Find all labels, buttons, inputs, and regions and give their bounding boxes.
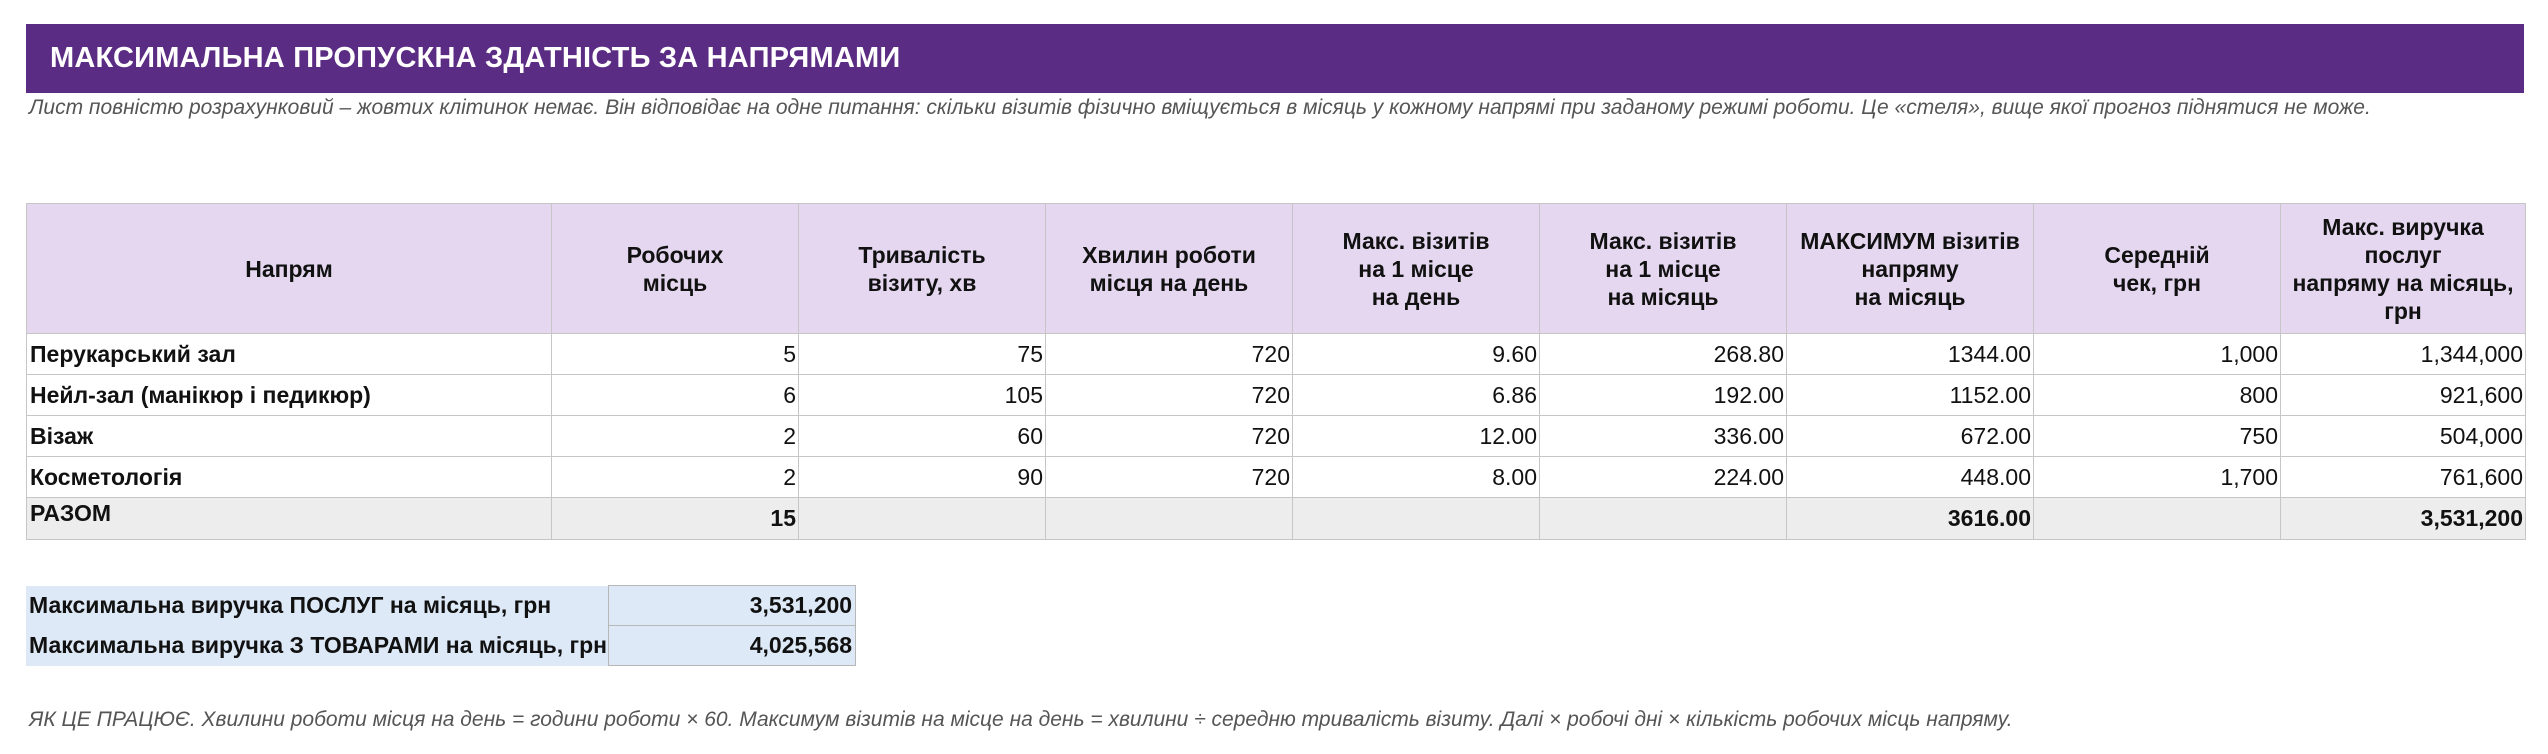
total-label[interactable]: РАЗОМ	[27, 498, 552, 540]
cell-average-check[interactable]: 1,000	[2034, 334, 2281, 375]
table-row	[27, 375, 2526, 416]
sheet-title-banner	[26, 24, 2524, 93]
cell-duration[interactable]: 75	[799, 334, 1046, 375]
header-max-visits-direction[interactable]: МАКСИМУМ візитів напряму на місяць	[1787, 204, 2034, 334]
cell-average-check[interactable]: 750	[2034, 416, 2281, 457]
cell-direction[interactable]: Косметологія	[27, 457, 552, 498]
cell-minutes[interactable]: 720	[1046, 375, 1293, 416]
cell-revenue[interactable]: 504,000	[2281, 416, 2526, 457]
table-row	[27, 334, 2526, 375]
table-row	[27, 416, 2526, 457]
cell-duration[interactable]: 90	[799, 457, 1046, 498]
cell-visits-direction[interactable]: 672.00	[1787, 416, 2034, 457]
cell-minutes[interactable]: 720	[1046, 457, 1293, 498]
cell-direction[interactable]: Перукарський зал	[27, 334, 552, 375]
total-max-revenue[interactable]: 3,531,200	[2281, 498, 2526, 540]
sheet-title: МАКСИМАЛЬНА ПРОПУСКНА ЗДАТНІСТЬ ЗА НАПРЯМАМИ	[50, 42, 901, 74]
summary-label-services[interactable]: Максимальна виручка ПОСЛУГ на місяць, грн	[26, 586, 609, 626]
cell-visits-day[interactable]: 9.60	[1293, 334, 1540, 375]
total-workplaces[interactable]: 15	[552, 498, 799, 540]
cell-revenue[interactable]: 921,600	[2281, 375, 2526, 416]
cell-revenue[interactable]: 761,600	[2281, 457, 2526, 498]
cell-direction[interactable]: Візаж	[27, 416, 552, 457]
header-direction[interactable]: Напрям	[27, 204, 552, 334]
total-empty-cell[interactable]	[1540, 498, 1787, 540]
header-max-visits-day[interactable]: Макс. візитів на 1 місце на день	[1293, 204, 1540, 334]
header-max-revenue[interactable]: Макс. виручка послуг напряму на місяць, грн	[2281, 204, 2526, 334]
cell-visits-day[interactable]: 6.86	[1293, 375, 1540, 416]
how-it-works-note: ЯК ЦЕ ПРАЦЮЄ. Хвилини роботи місця на день = години роботи × 60. Максимум візитів на місце на день = хвилини ÷ середню тривалість візиту. Далі × робочі дні × кількість робочих місць напряму.	[29, 708, 2013, 731]
cell-visits-month[interactable]: 224.00	[1540, 457, 1787, 498]
cell-visits-direction[interactable]: 448.00	[1787, 457, 2034, 498]
capacity-table	[26, 203, 2526, 540]
cell-visits-direction[interactable]: 1152.00	[1787, 375, 2034, 416]
summary-row	[26, 626, 856, 666]
header-average-check[interactable]: Середній чек, грн	[2034, 204, 2281, 334]
cell-direction[interactable]: Нейл-зал (манікюр і педикюр)	[27, 375, 552, 416]
summary-row	[26, 586, 856, 626]
total-empty-cell[interactable]	[799, 498, 1046, 540]
cell-workplaces[interactable]: 5	[552, 334, 799, 375]
cell-average-check[interactable]: 800	[2034, 375, 2281, 416]
table-row	[27, 457, 2526, 498]
cell-visits-direction[interactable]: 1344.00	[1787, 334, 2034, 375]
cell-workplaces[interactable]: 2	[552, 457, 799, 498]
cell-minutes[interactable]: 720	[1046, 334, 1293, 375]
cell-visits-month[interactable]: 336.00	[1540, 416, 1787, 457]
total-max-visits[interactable]: 3616.00	[1787, 498, 2034, 540]
cell-visits-month[interactable]: 192.00	[1540, 375, 1787, 416]
header-max-visits-month[interactable]: Макс. візитів на 1 місце на місяць	[1540, 204, 1787, 334]
header-minutes-per-day[interactable]: Хвилин роботи місця на день	[1046, 204, 1293, 334]
cell-visits-day[interactable]: 12.00	[1293, 416, 1540, 457]
cell-workplaces[interactable]: 2	[552, 416, 799, 457]
cell-average-check[interactable]: 1,700	[2034, 457, 2281, 498]
header-visit-duration[interactable]: Тривалість візиту, хв	[799, 204, 1046, 334]
summary-value-with-goods[interactable]: 4,025,568	[609, 626, 856, 666]
total-empty-cell[interactable]	[1046, 498, 1293, 540]
header-row	[27, 204, 2526, 334]
total-empty-cell[interactable]	[1293, 498, 1540, 540]
summary-value-services[interactable]: 3,531,200	[609, 586, 856, 626]
cell-duration[interactable]: 60	[799, 416, 1046, 457]
summary-table	[26, 585, 856, 666]
cell-visits-month[interactable]: 268.80	[1540, 334, 1787, 375]
total-empty-cell[interactable]	[2034, 498, 2281, 540]
header-workplaces[interactable]: Робочих місць	[552, 204, 799, 334]
summary-label-with-goods[interactable]: Максимальна виручка З ТОВАРАМИ на місяць, грн	[26, 626, 609, 666]
cell-minutes[interactable]: 720	[1046, 416, 1293, 457]
total-row	[27, 498, 2526, 540]
sheet-description: Лист повністю розрахунковий – жовтих клітинок немає. Він відповідає на одне питання: скільки візитів фізично вміщується в місяць у кожному напрямі при заданому режимі роботи. Це «стеля», вище якої прогноз піднятися не може.	[29, 96, 2371, 119]
cell-duration[interactable]: 105	[799, 375, 1046, 416]
cell-workplaces[interactable]: 6	[552, 375, 799, 416]
cell-revenue[interactable]: 1,344,000	[2281, 334, 2526, 375]
cell-visits-day[interactable]: 8.00	[1293, 457, 1540, 498]
